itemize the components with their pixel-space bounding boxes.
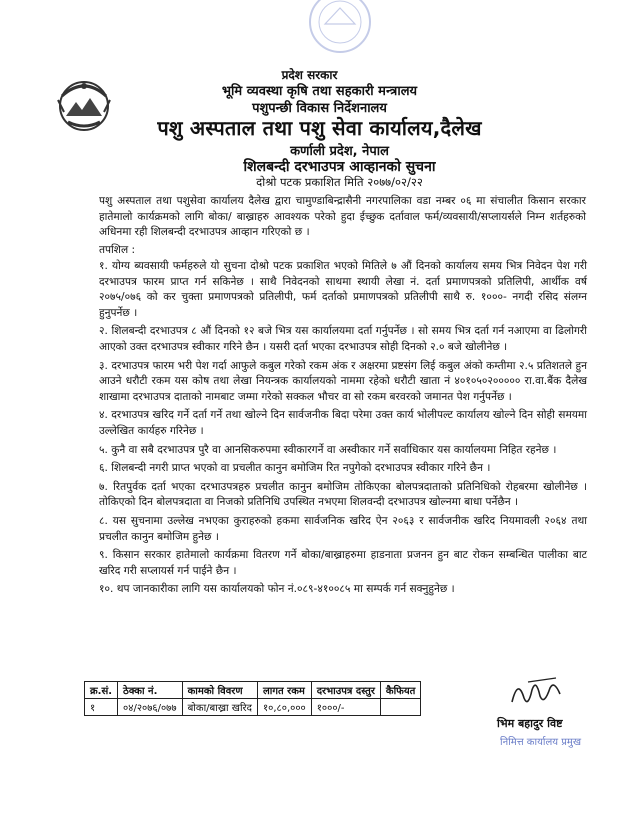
signatory-title-stamp: निमित्त कार्यालय प्रमुख xyxy=(500,737,582,748)
header-cell-remarks: कैफियत xyxy=(380,682,420,699)
header-cell-contract-no: ठेक्का नं. xyxy=(118,682,183,699)
condition-item: २. शिलबन्दी दरभाउपत्र ८ औं दिनको १२ बजे भित्र यस कार्यालयमा दर्ता गर्नुपर्नेछ । सो समय भित्र दर्ता गर्न नआएमा वा ढिलोगरी आएको उक्त दरभाउपत्र स्वीकार गरिने छैन । यसरी दर्ता भएका दरभाउपत्र सोही दिनको २.० बजे खोलीनेछ । xyxy=(99,325,587,353)
publish-date-line: दोश्रो पटक प्रकाशित मिति २०७७/०२/२२ xyxy=(256,175,423,189)
condition-item: १०. थप जानकारीका लागि यस कार्यालयको फोन नं.०८९-४१००८५ मा सम्पर्क गर्न सक्नुहुनेछ । xyxy=(99,583,455,596)
conditions-label: तपशिल : xyxy=(99,244,136,256)
signatory-name: भिम बहादुर विष्ट xyxy=(497,717,563,730)
header-cell-fee: दरभाउपत्र दस्तुर xyxy=(311,682,380,699)
office-stamp-seal xyxy=(300,0,380,62)
contract-table xyxy=(84,681,421,716)
conditions-list xyxy=(99,259,587,601)
condition-item: १. योग्य ब्यवसायी फर्महरुले यो सुचना दोश्रो पटक प्रकाशित भएको मितिले ७ औं दिनको कार्यालय समय भित्र निवेदन पेश गरी दरभाउपत्र फारम प्राप्त गर्न सकिनेछ । साथै निवेदनको साथमा स्थायी लेखा नं. दर्ता प्रमाणपत्रको प्रतिलिपी, आर्थीक वर्ष २०७५/०७६ को कर चुक्ता प्रमाणपत्रको प्रतिलीपी, फर्म दर्ताको प्रमाणपत्रको प्रतिलीपी साथै रु. १०००- नगदी रसिद संलग्न हुनुपर्नेछ । xyxy=(99,260,587,319)
condition-item: ६. शिलबन्दी नगरी प्राप्त भएको वा प्रचलीत कानुन बमोजिम रित नपुगेको दरभाउपत्र स्वीकार गरिने छैन । xyxy=(99,462,491,475)
condition-item: ५. कुनै वा सबै दरभाउपत्र पुरै वा आनसिकरुपमा स्वीकारगर्ने वा अस्वीकार गर्ने सर्वाधिकार यस कार्यालयमा निहित रहनेछ । xyxy=(99,443,557,456)
header-province: कर्णाली प्रदेश, नेपाल xyxy=(290,144,389,159)
header-directorate: पशुपन्छी विकास निर्देशनालय xyxy=(252,101,387,116)
table-header-row xyxy=(85,682,421,699)
header-government: प्रदेश सरकार xyxy=(281,68,338,82)
notice-title: शिलबन्दी दरभाउपत्र आव्हानको सुचना xyxy=(243,159,436,175)
condition-item: ४. दरभाउपत्र खरिद गर्ने दर्ता गर्ने तथा खोल्ने दिन सार्वजनीक बिदा परेमा उक्त कार्य भोलीपल्ट कार्यालय खोल्ने दिन सोही समयमा उल्लेखित कार्यहरु गरिनेछ । xyxy=(99,409,587,437)
intro-paragraph: पशु अस्पताल तथा पशुसेवा कार्यालय दैलेख द्वारा चामुण्डाबिन्द्रासैनी नगरपालिका वडा नम्बर ०६ मा संचालीत किसान सरकार हातेमालो कार्यक्रमको लागि बोका/ बाख्राहरु आवश्यक परेको हुदा ईच्छुक दर्तावाल फर्म/व्यवसायी/सप्लायर्सले निम्न शर्तहरुको अधिनमा रही शिलबन्दी दरभाउपत्र आव्हान गरिएको छ । xyxy=(99,195,586,239)
header-cell-serial: क्र.सं. xyxy=(85,682,118,699)
header-ministry: भूमि व्यवस्था कृषि तथा सहकारी मन्त्रालय xyxy=(221,84,418,99)
cell-cost: १०,८०,००० xyxy=(257,699,311,716)
condition-item: ३. दरभाउपत्र फारम भरी पेश गर्दा आफुले कबुल गरेको रकम अंक र अक्षरमा प्रष्टसंग लिई कबुल अंको कम्तीमा २.५ प्रतिशतले हुन आउने धरौटी रकम यस कोष तथा लेखा नियन्त्रक कार्यालयको नाममा रहेको धरौटी खाता नं ४०१०५०२००००० रा.वा.बैंक दैलेख शाखामा दरभाउपत्र दाताको नामबाट जम्मा गरेको सक्कल भौचर वा सो रकम बरवरको जमानत पेश गर्नुपर्नेछ । xyxy=(99,359,587,403)
cell-contract-no: ०४/२०७६/०७७ xyxy=(118,699,183,716)
header-cell-cost: लागत रकम xyxy=(257,682,311,699)
table-row xyxy=(85,699,421,716)
cell-description: बोका/बाख्रा खरिद xyxy=(182,699,257,716)
condition-item: ९. किसान सरकार हातेमालो कार्यक्रमा वितरण गर्ने बोका/बाख्राहरुमा हाडनाता प्रजनन हुन बाट रोकन सम्बन्धित पालीका बाट खरिद गरी सप्लायर्स गर्न पाईने छैन । xyxy=(99,549,588,577)
condition-item: ८. यस सुचनामा उल्लेख नभएका कुराहरुको हकमा सार्वजनिक खरिद ऐन २०६३ र सार्वजनीक खरिद नियमावली २०६४ तथा प्रचलीत कानुन बमोजिम हुनेछ । xyxy=(99,514,587,543)
condition-item: ७. रितपुर्वक दर्ता भएका दरभाउपत्रहरु प्रचलीत कानुन बमोजिम तोकिएका बोलपत्रदाताको प्रतिनिधिको रोहबरमा खोलीनेछ । तोकिएको दिन बोलपत्रदाता वा निजको प्रतिनिधि उपस्थित नभएमा शिलवन्दी दरभाउपत्र खोल्नमा बाधा पर्नेछैन । xyxy=(99,480,587,509)
cell-remarks xyxy=(380,699,420,716)
handwritten-signature xyxy=(508,672,568,712)
header-office-name: पशु अस्पताल तथा पशु सेवा कार्यालय,दैलेख xyxy=(157,116,482,140)
header-cell-description: कामको विवरण xyxy=(182,682,257,699)
cell-serial: १ xyxy=(85,699,118,716)
cell-fee: १०००/- xyxy=(311,699,380,716)
